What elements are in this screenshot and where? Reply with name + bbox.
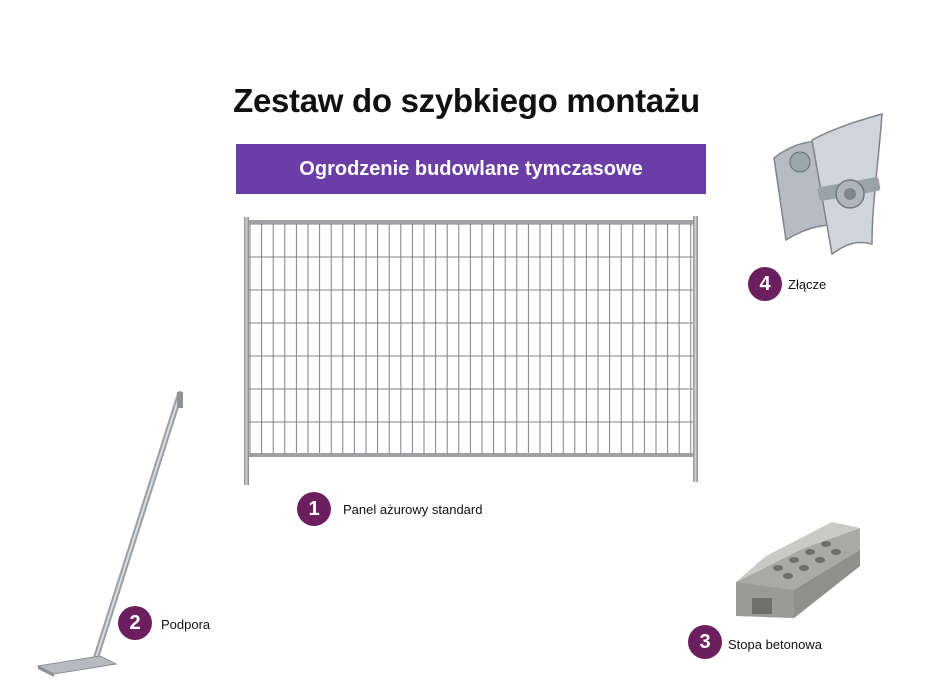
item-number-2: 2 bbox=[118, 606, 152, 640]
item-label-2: Podpora bbox=[161, 617, 211, 632]
item-number-3: 3 bbox=[688, 625, 722, 659]
item-label-1: Panel ażurowy standard bbox=[343, 502, 483, 517]
page-title: Zestaw do szybkiego montażu bbox=[233, 82, 700, 119]
support-brace-icon bbox=[34, 390, 194, 680]
subtitle-banner: Ogrodzenie budowlane tymczasowe bbox=[236, 144, 706, 194]
fence-panel-icon bbox=[240, 214, 700, 486]
item-label-4: Złącze bbox=[788, 277, 827, 292]
concrete-block-icon bbox=[732, 520, 864, 622]
item-label-3: Stopa betonowa bbox=[728, 637, 822, 652]
item-number-1: 1 bbox=[297, 492, 331, 526]
clamp-connector-icon bbox=[752, 108, 892, 258]
item-number-4: 4 bbox=[748, 267, 782, 301]
